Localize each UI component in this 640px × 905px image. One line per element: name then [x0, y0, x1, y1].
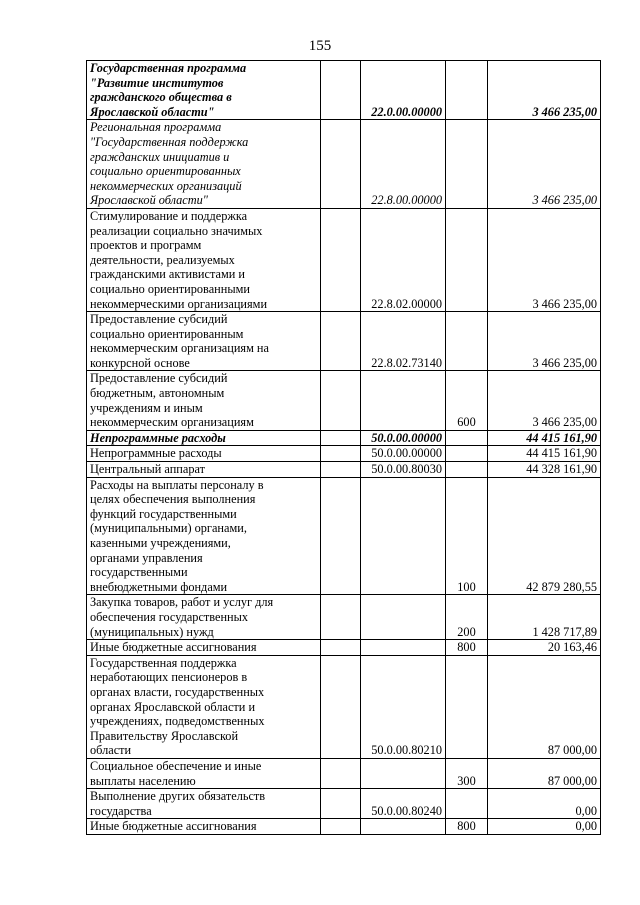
row-name-text: Социальное обеспечение и иные выплаты населению [90, 758, 262, 788]
row-code-cell [361, 446, 446, 462]
row-name-cell [87, 789, 321, 819]
row-name-text: Региональная программа "Государственная поддержка гражданских инициатив и социально ориентированных некоммерческих организаций Ярославской области" [90, 120, 249, 208]
budget-table-body [87, 61, 601, 835]
row-amount-cell [488, 462, 601, 478]
row-name-cell [87, 312, 321, 371]
table-row [87, 120, 601, 209]
row-name-text: Иные бюджетные ассигнования [90, 819, 257, 834]
row-expense-type-cell [446, 789, 488, 819]
row-name-text: Центральный аппарат [90, 462, 205, 477]
row-amount-text: 87 000,00 [547, 743, 597, 758]
row-empty-cell [321, 595, 361, 640]
table-row [87, 758, 601, 788]
row-expense-type-text: 600 [457, 415, 476, 430]
row-expense-type-cell [446, 477, 488, 595]
row-amount-cell [488, 477, 601, 595]
row-name-text: Государственная поддержка неработающих пенсионеров в органах власти, государственных органах Ярославской области и учреждениях, подведомственных Правительству Ярославской области [90, 655, 265, 758]
row-name-cell [87, 758, 321, 788]
row-name-cell [87, 477, 321, 595]
row-name-cell [87, 208, 321, 311]
row-amount-text: 3 466 235,00 [532, 193, 597, 208]
row-amount-text: 3 466 235,00 [532, 415, 597, 430]
row-name-text: Непрограммные расходы [90, 430, 226, 445]
row-expense-type-cell [446, 208, 488, 311]
row-code-cell [361, 462, 446, 478]
row-code-cell [361, 61, 446, 120]
row-code-text: 22.8.00.00000 [371, 193, 442, 208]
row-amount-cell [488, 371, 601, 430]
row-expense-type-cell [446, 371, 488, 430]
row-amount-text: 44 415 161,90 [526, 430, 597, 445]
row-empty-cell [321, 208, 361, 311]
row-amount-cell [488, 819, 601, 835]
row-code-cell [361, 789, 446, 819]
row-expense-type-cell [446, 655, 488, 758]
row-name-cell [87, 371, 321, 430]
row-code-cell [361, 655, 446, 758]
row-code-cell [361, 208, 446, 311]
row-empty-cell [321, 819, 361, 835]
row-name-cell [87, 446, 321, 462]
row-amount-cell [488, 789, 601, 819]
table-row [87, 430, 601, 446]
row-expense-type-cell [446, 462, 488, 478]
table-row [87, 446, 601, 462]
row-amount-text: 44 415 161,90 [526, 446, 597, 461]
row-name-cell [87, 640, 321, 656]
table-row [87, 462, 601, 478]
row-empty-cell [321, 640, 361, 656]
row-name-text: Непрограммные расходы [90, 446, 222, 461]
row-amount-text: 1 428 717,89 [532, 624, 597, 639]
row-amount-text: 20 163,46 [547, 640, 597, 655]
row-name-text: Расходы на выплаты персоналу в целях обеспечения выполнения функций государственными (муниципальными) органами, казенными учреждениями, органами управления государственными внебюджетными фондами [90, 477, 264, 594]
row-code-text: 22.0.00.00000 [371, 104, 442, 119]
row-expense-type-cell [446, 446, 488, 462]
row-amount-cell [488, 430, 601, 446]
row-name-cell [87, 819, 321, 835]
row-expense-type-text: 300 [457, 773, 476, 788]
row-empty-cell [321, 462, 361, 478]
table-row [87, 655, 601, 758]
table-row [87, 819, 601, 835]
table-row [87, 208, 601, 311]
row-amount-cell [488, 120, 601, 209]
row-code-text: 50.0.00.80240 [371, 803, 442, 818]
row-empty-cell [321, 430, 361, 446]
row-expense-type-cell [446, 120, 488, 209]
row-name-text: Закупка товаров, работ и услуг для обеспечения государственных (муниципальных) нужд [90, 595, 274, 639]
row-empty-cell [321, 655, 361, 758]
row-amount-text: 0,00 [575, 819, 597, 834]
row-empty-cell [321, 758, 361, 788]
row-amount-cell [488, 758, 601, 788]
row-code-cell [361, 120, 446, 209]
row-code-cell [361, 430, 446, 446]
row-empty-cell [321, 446, 361, 462]
row-code-text: 22.8.02.73140 [371, 355, 442, 370]
row-name-cell [87, 61, 321, 120]
row-code-cell [361, 477, 446, 595]
row-code-text: 50.0.00.80030 [371, 462, 442, 477]
row-code-text: 50.0.00.00000 [371, 446, 442, 461]
row-code-cell [361, 312, 446, 371]
row-expense-type-cell [446, 430, 488, 446]
row-name-cell [87, 462, 321, 478]
row-name-cell [87, 655, 321, 758]
row-amount-cell [488, 595, 601, 640]
row-empty-cell [321, 120, 361, 209]
row-amount-text: 44 328 161,90 [526, 462, 597, 477]
table-row [87, 312, 601, 371]
row-expense-type-text: 200 [457, 624, 476, 639]
row-amount-cell [488, 312, 601, 371]
row-name-text: Предоставление субсидий социально ориентированным некоммерческим организациям на конкурсной основе [90, 312, 269, 370]
table-row [87, 595, 601, 640]
row-expense-type-cell [446, 595, 488, 640]
row-amount-cell [488, 640, 601, 656]
row-code-text: 50.0.00.80210 [371, 743, 442, 758]
row-name-text: Иные бюджетные ассигнования [90, 640, 257, 655]
row-amount-cell [488, 446, 601, 462]
row-code-cell [361, 758, 446, 788]
row-amount-cell [488, 208, 601, 311]
page-number: 155 [308, 38, 332, 54]
row-amount-text: 87 000,00 [547, 773, 597, 788]
row-amount-text: 3 466 235,00 [532, 355, 597, 370]
table-row [87, 61, 601, 120]
row-name-text: Предоставление субсидий бюджетным, автономным учреждениям и иным некоммерческим организациям [90, 371, 254, 430]
row-amount-text: 0,00 [575, 803, 597, 818]
row-expense-type-cell [446, 312, 488, 371]
row-amount-cell [488, 655, 601, 758]
row-empty-cell [321, 312, 361, 371]
row-expense-type-cell [446, 640, 488, 656]
row-expense-type-text: 800 [457, 640, 476, 655]
row-expense-type-text: 800 [457, 819, 476, 834]
row-code-text: 50.0.00.00000 [371, 430, 442, 445]
table-row [87, 640, 601, 656]
row-amount-text: 3 466 235,00 [532, 296, 597, 311]
row-name-cell [87, 120, 321, 209]
budget-table [86, 60, 601, 835]
row-expense-type-cell [446, 819, 488, 835]
row-expense-type-text: 100 [457, 579, 476, 594]
row-code-text: 22.8.02.00000 [371, 296, 442, 311]
table-row [87, 789, 601, 819]
row-amount-text: 42 879 280,55 [526, 579, 597, 594]
table-row [87, 371, 601, 430]
row-code-cell [361, 819, 446, 835]
row-amount-text: 3 466 235,00 [532, 104, 597, 119]
row-code-cell [361, 595, 446, 640]
row-name-text: Государственная программа "Развитие институтов гражданского общества в Ярославской области" [90, 61, 247, 119]
row-name-text: Стимулирование и поддержка реализации социально значимых проектов и программ деятельности, реализуемых гражданскими активистами и социально ориентированными некоммерческими организациями [90, 208, 268, 311]
row-expense-type-cell [446, 61, 488, 120]
row-code-cell [361, 371, 446, 430]
row-empty-cell [321, 789, 361, 819]
row-expense-type-cell [446, 758, 488, 788]
row-empty-cell [321, 477, 361, 595]
table-row [87, 477, 601, 595]
row-name-cell [87, 430, 321, 446]
row-name-text: Выполнение других обязательств государства [90, 789, 266, 818]
row-empty-cell [321, 371, 361, 430]
row-name-cell [87, 595, 321, 640]
row-empty-cell [321, 61, 361, 120]
row-code-cell [361, 640, 446, 656]
row-amount-cell [488, 61, 601, 120]
